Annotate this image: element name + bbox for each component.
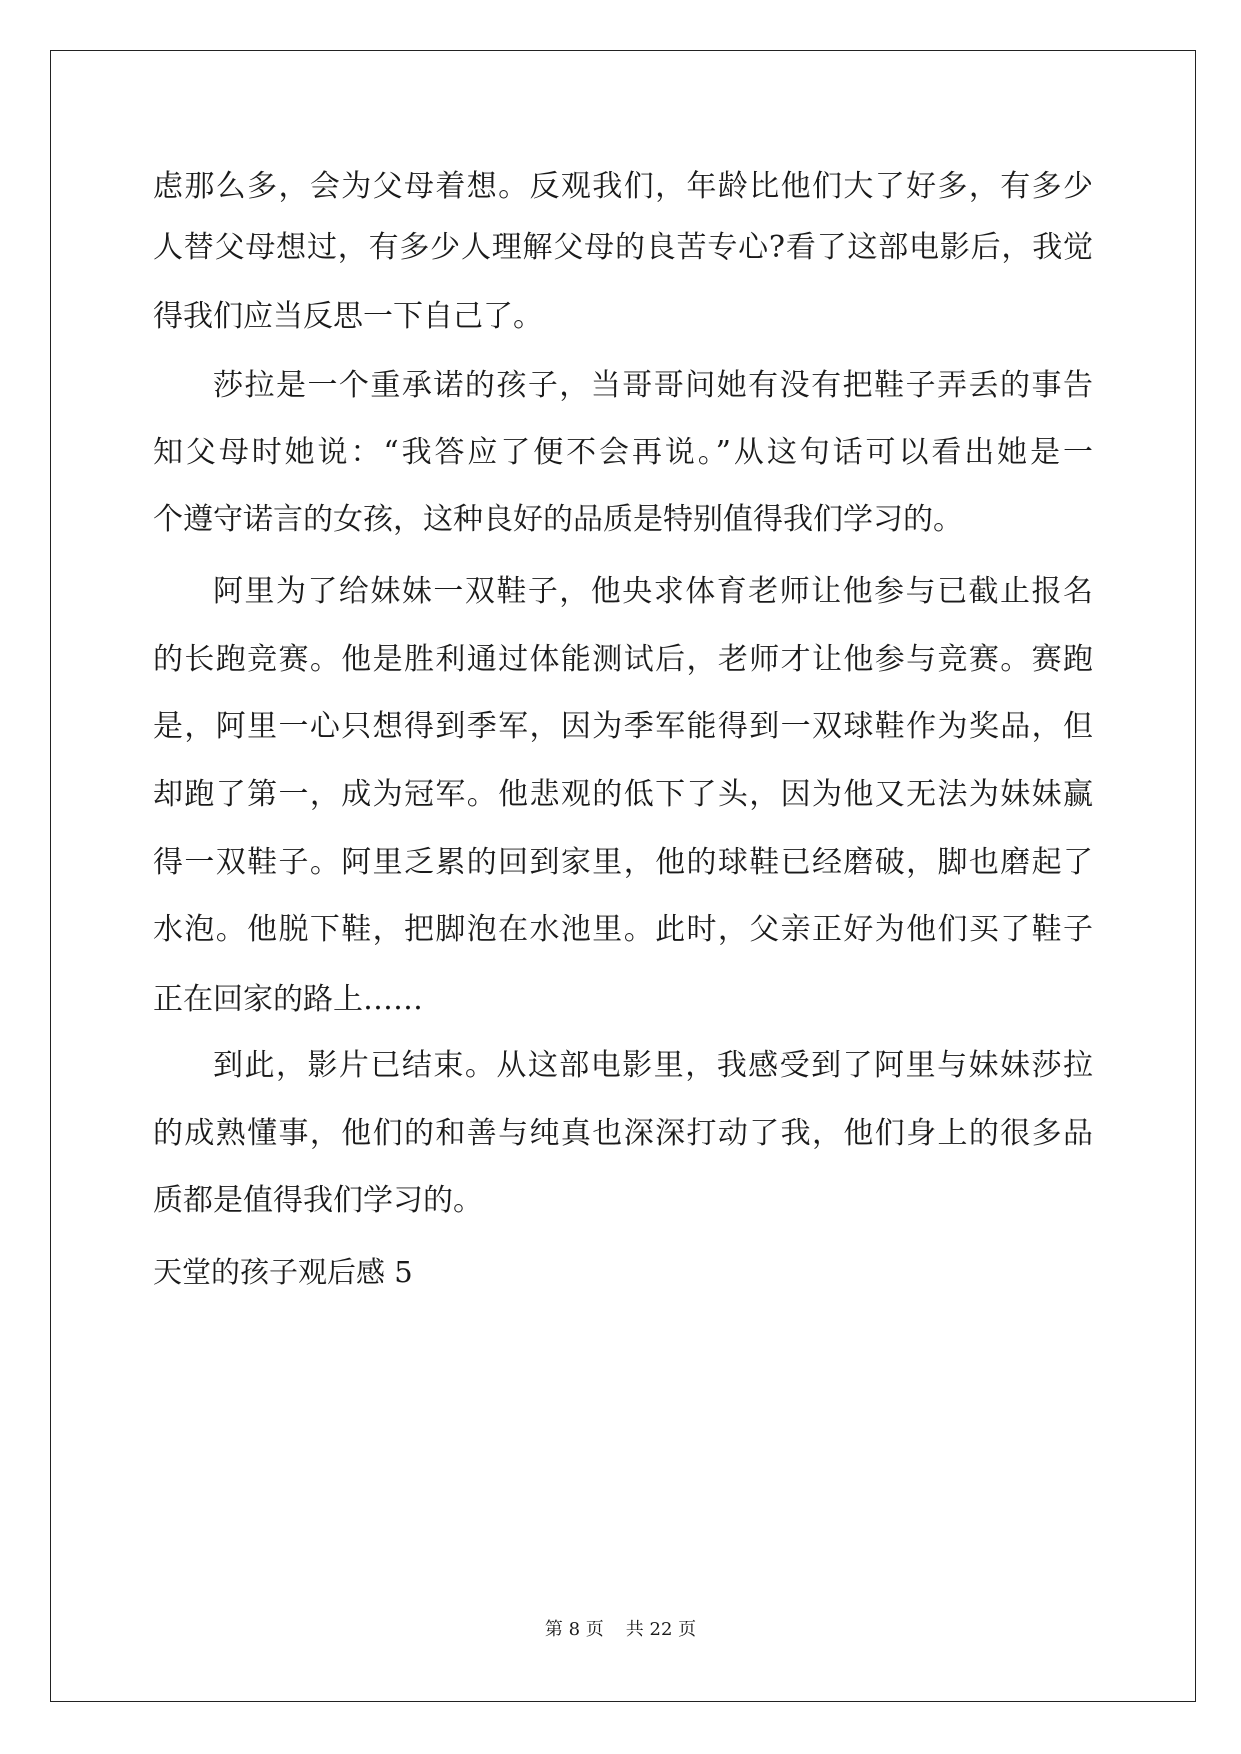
text-line: 个遵守诺言的女孩，这种良好的品质是特别值得我们学习的。 — [153, 502, 963, 537]
text-line: 得我们应当反思一下自己了。 — [153, 299, 543, 334]
text-line: 知父母时她说：“我答应了便不会再说。”从这句话可以看出她是一 — [153, 435, 1093, 470]
text-line: 正在回家的路上…… — [153, 982, 423, 1017]
text-line: 得一双鞋子。阿里乏累的回到家里，他的球鞋已经磨破，脚也磨起了 — [153, 845, 1093, 880]
text-line: 质都是值得我们学习的。 — [153, 1183, 483, 1218]
section-heading: 天堂的孩子观后感 5 — [153, 1255, 413, 1289]
text-line: 人替父母想过，有多少人理解父母的良苦专心?看了这部电影后，我觉 — [153, 230, 1093, 265]
page-number: 第 8 页 — [544, 1619, 604, 1640]
paragraph-first-line: 到此，影片已结束。从这部电影里，我感受到了阿里与妹妹莎拉 — [213, 1048, 1093, 1083]
text-line: 虑那么多，会为父母着想。反观我们，年龄比他们大了好多，有多少 — [153, 169, 1093, 204]
page-footer — [0, 1618, 1241, 1642]
text-line: 的长跑竞赛。他是胜利通过体能测试后，老师才让他参与竞赛。赛跑 — [153, 642, 1093, 677]
text-line: 是，阿里一心只想得到季军，因为季军能得到一双球鞋作为奖品，但 — [153, 709, 1093, 744]
paragraph-first-line: 阿里为了给妹妹一双鞋子，他央求体育老师让他参与已截止报名 — [213, 574, 1093, 609]
paragraph-first-line: 莎拉是一个重承诺的孩子，当哥哥问她有没有把鞋子弄丢的事告 — [213, 368, 1093, 403]
text-line: 水泡。他脱下鞋，把脚泡在水池里。此时，父亲正好为他们买了鞋子 — [153, 912, 1093, 947]
page-total: 共 22 页 — [625, 1619, 697, 1640]
text-line: 却跑了第一，成为冠军。他悲观的低下了头，因为他又无法为妹妹赢 — [153, 777, 1093, 812]
text-line: 的成熟懂事，他们的和善与纯真也深深打动了我，他们身上的很多品 — [153, 1116, 1093, 1151]
